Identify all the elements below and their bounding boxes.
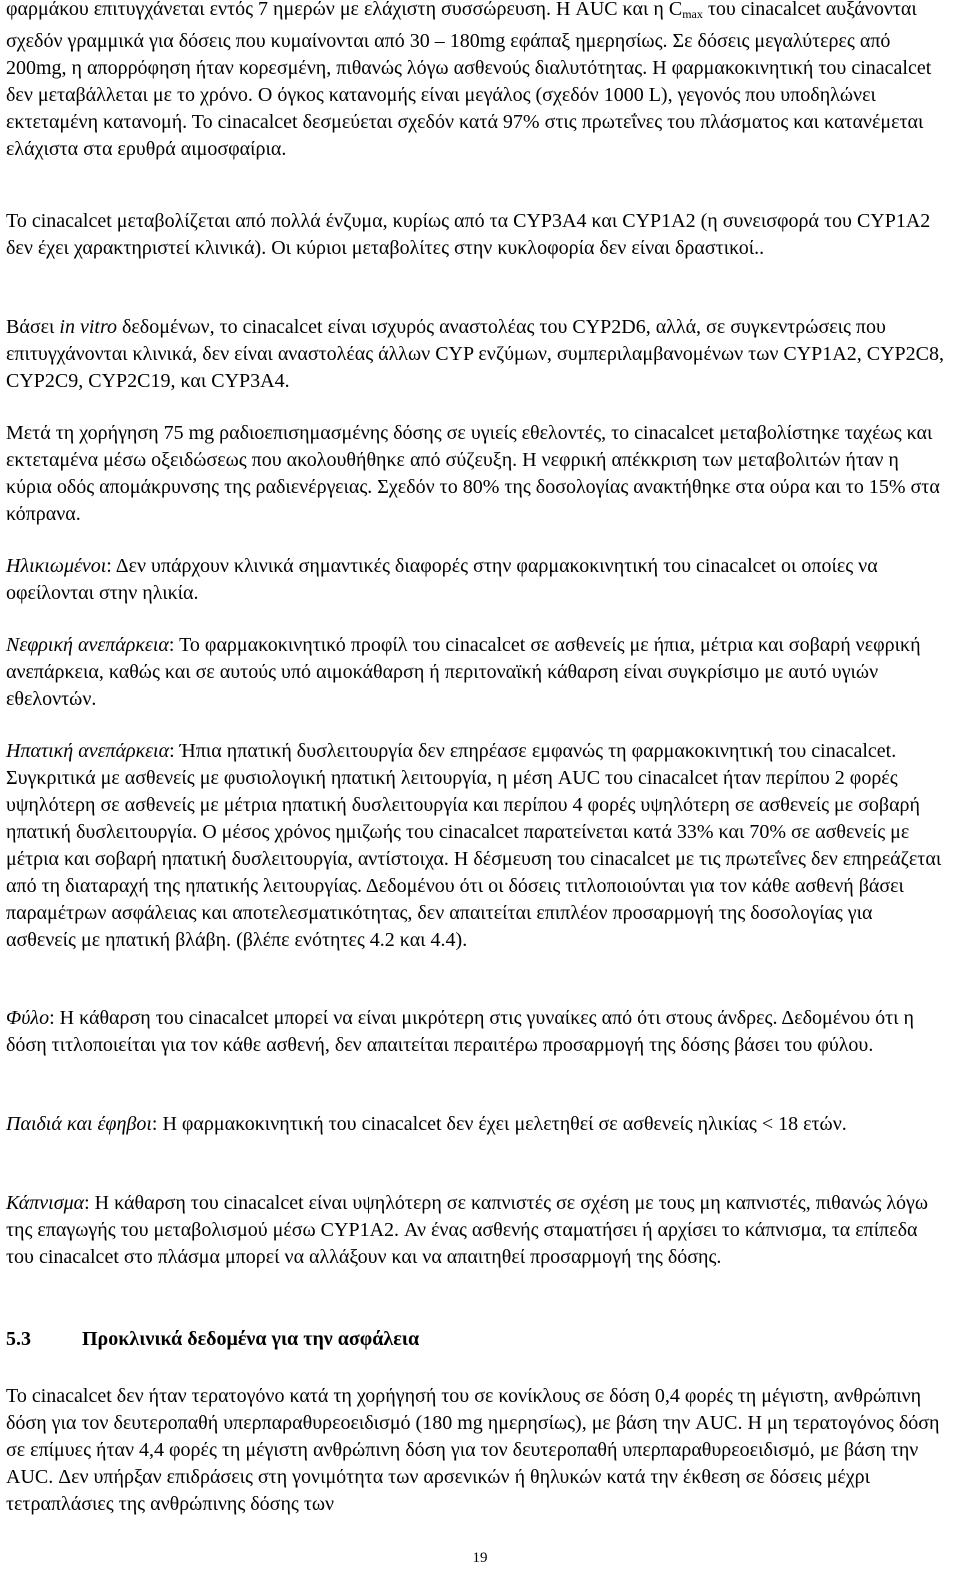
text: του cinacalcet αυξάνονται σχεδόν γραμμικά για δόσεις που κυμαίνονται από 30 – 180mg εφάπαξ ημερησίως. Σε δόσεις μεγαλύτερες από 200mg, η απορρόφηση ήταν κορεσμένη, πιθανώς λόγω ασθενούς διαλυτότητας. Η φαρμακοκινητική του cinacalcet δεν μεταβάλλεται με το χρόνο. Ο όγκος κατανομής είναι μεγάλος (σχεδόν 1000 L), γεγονός που υποδηλώνει εκτεταμένη κατανομή. Το cinacalcet δεσμεύεται σχεδόν κατά 97% στις πρωτεΐνες του πλάσματος και κατανέμεται ελάχιστα στα ερυθρά αιμοσφαίρια. — [6, 0, 932, 160]
text: : Η φαρμακοκινητική του cinacalcet δεν έχει μελετηθεί σε ασθενείς ηλικίας < 18 ετών. — [151, 1113, 847, 1135]
subscript-max: max — [682, 7, 703, 21]
paragraph-metabolism: Το cinacalcet μεταβολίζεται από πολλά ένζυμα, κυρίως από τα CYP3A4 και CYP1A2 (η συνεισφορά του CYP1A2 δεν έχει χαρακτηριστεί κλινικά). Οι κύριοι μεταβολίτες στην κυκλοφορία δεν είναι δραστικοί.. — [6, 210, 931, 259]
text: Βάσει — [6, 316, 60, 338]
italic-term: Ηλικιωμένοι — [6, 555, 107, 577]
section-number: 5.3 — [6, 1328, 31, 1350]
paragraph-elimination: Μετά τη χορήγηση 75 mg ραδιοεπισημασμένης δόσης σε υγιείς εθελοντές, το cinacalcet μεταβολίστηκε ταχέως και εκτεταμένα μέσω οξειδώσεως που ακολουθήθηκε από σύζευξη. Η νεφρική απέκκριση των μεταβολιτών ήταν η κύρια οδός απομάκρυνσης της ραδιενέργειας. Σχεδόν το 80% της δοσολογίας ανακτήθηκε στα ούρα και το 15% στα κόπρανα. — [6, 422, 940, 525]
italic-term: Κάπνισμα — [6, 1192, 85, 1214]
italic-term: Παιδιά και έφηβοι — [6, 1113, 152, 1135]
text: : Η κάθαρση του cinacalcet μπορεί να είναι μικρότερη στις γυναίκες από ότι στους άνδρες. Δεδομένου ότι η δόση τιτλοποιείται για τον κάθε ασθενή, δεν απαιτείται περαιτέρω προσαρμογή της δόσης βάσει του φύλου. — [6, 1007, 914, 1056]
italic-term: in vitro — [59, 316, 117, 338]
paragraph-preclinical: Το cinacalcet δεν ήταν τερατογόνο κατά τη χορήγησή του σε κονίκλους σε δόση 0,4 φορές τη μέγιστη, ανθρώπινη δόση για τον δευτεροπαθή υπερπαραθυρεοειδισμό (180 mg ημερησίως), με βάση την AUC. Η μη τερατογόνος δόση σε επίμυες ήταν 4,4 φορές τη μέγιστη ανθρώπινη δόση για τον δευτεροπαθή υπερπαραθυρεοειδισμό, με βάση την AUC. Δεν υπήρξαν επιδράσεις στη γονιμότητα των αρσενικών ή θηλυκών κατά την έκθεση σε δόσεις μέχρι τετραπλάσιες της ανθρώπινης δόσης των — [6, 1385, 940, 1515]
page-number: 19 — [472, 1550, 488, 1566]
paragraph-absorption — [6, 0, 946, 163]
text: δεδομένων, το cinacalcet είναι ισχυρός αναστολέας του CYP2D6, αλλά, σε συγκεντρώσεις που επιτυγχάνονται κλινικά, δεν είναι αναστολέας άλλων CYP ενζύμων, συμπεριλαμβανομένων των CYP1A2, CYP2C8, CYP2C9, CYP2C19, και CYP3A4. — [6, 316, 944, 392]
paragraph-elderly — [6, 553, 946, 607]
italic-term: Φύλο — [6, 1007, 50, 1029]
paragraph-gender — [6, 1005, 946, 1059]
italic-term: Ηπατική ανεπάρκεια — [6, 740, 170, 762]
text: : Η κάθαρση του cinacalcet είναι υψηλότερη σε καπνιστές σε σχέση με τους μη καπνιστές, πιθανώς λόγω της επαγωγής του μεταβολισμού μέσω CYP1A2. Αν ένας ασθενής σταματήσει ή αρχίσει το κάπνισμα, τα επίπεδα του cinacalcet στο πλάσμα μπορεί να αλλάξουν και να απαιτηθεί προσαρμογή της δόσης. — [6, 1192, 929, 1268]
paragraph-renal-impairment — [6, 632, 946, 713]
text: φαρμάκου επιτυγχάνεται εντός 7 ημερών με ελάχιστη συσσώρευση. Η AUC και η C — [6, 0, 683, 20]
text: : Ήπια ηπατική δυσλειτουργία δεν επηρέασε εμφανώς τη φαρμακοκινητική του cinacalcet. Συγκριτικά με ασθενείς με φυσιολογική ηπατική λειτουργία, η μέση AUC του cinacalcet ήταν περίπου 2 φορές υψηλότερη σε ασθενείς με μέτρια ηπατική δυσλειτουργία και περίπου 4 φορές υψηλότερη σε ασθενείς με σοβαρή ηπατική δυσλειτουργία. Ο μέσος χρόνος ημιζωής του cinacalcet παρατείνεται κατά 33% και 70% σε ασθενείς με μέτρια και σοβαρή ηπατική δυσλειτουργία, αντίστοιχα. Η δέσμευση του cinacalcet με τις πρωτεΐνες δεν επηρεάζεται από τη διαταραχή της ηπατικής λειτουργίας. Δεδομένου ότι οι δόσεις τιτλοποιούνται για τον κάθε ασθενή βάσει παραμέτρων ασφάλειας και αποτελεσματικότητας, δεν απαιτείται επιπλέον προσαρμογή της δοσολογίας για ασθενείς με ηπατική βλάβη. (βλέπε ενότητες 4.2 και 4.4). — [6, 740, 942, 951]
paragraph-hepatic-impairment — [6, 738, 946, 954]
paragraph-in-vitro — [6, 314, 946, 395]
text: : Το φαρμακοκινητικό προφίλ του cinacalcet σε ασθενείς με ήπια, μέτρια και σοβαρή νεφρική ανεπάρκεια, καθώς και σε αυτούς υπό αιμοκάθαρση ή περιτοναϊκή κάθαρση είναι συγκρίσιμο με αυτό υγιών εθελοντών. — [6, 634, 921, 710]
paragraph-smoking — [6, 1190, 946, 1271]
section-title: Προκλινικά δεδομένα για την ασφάλεια — [82, 1328, 420, 1350]
section-heading — [6, 1326, 419, 1353]
paragraph-children — [6, 1111, 946, 1138]
italic-term: Νεφρική ανεπάρκεια — [6, 634, 169, 656]
text: : Δεν υπάρχουν κλινικά σημαντικές διαφορές στην φαρμακοκινητική του cinacalcet οι οποίες να οφείλονται στην ηλικία. — [6, 555, 878, 604]
